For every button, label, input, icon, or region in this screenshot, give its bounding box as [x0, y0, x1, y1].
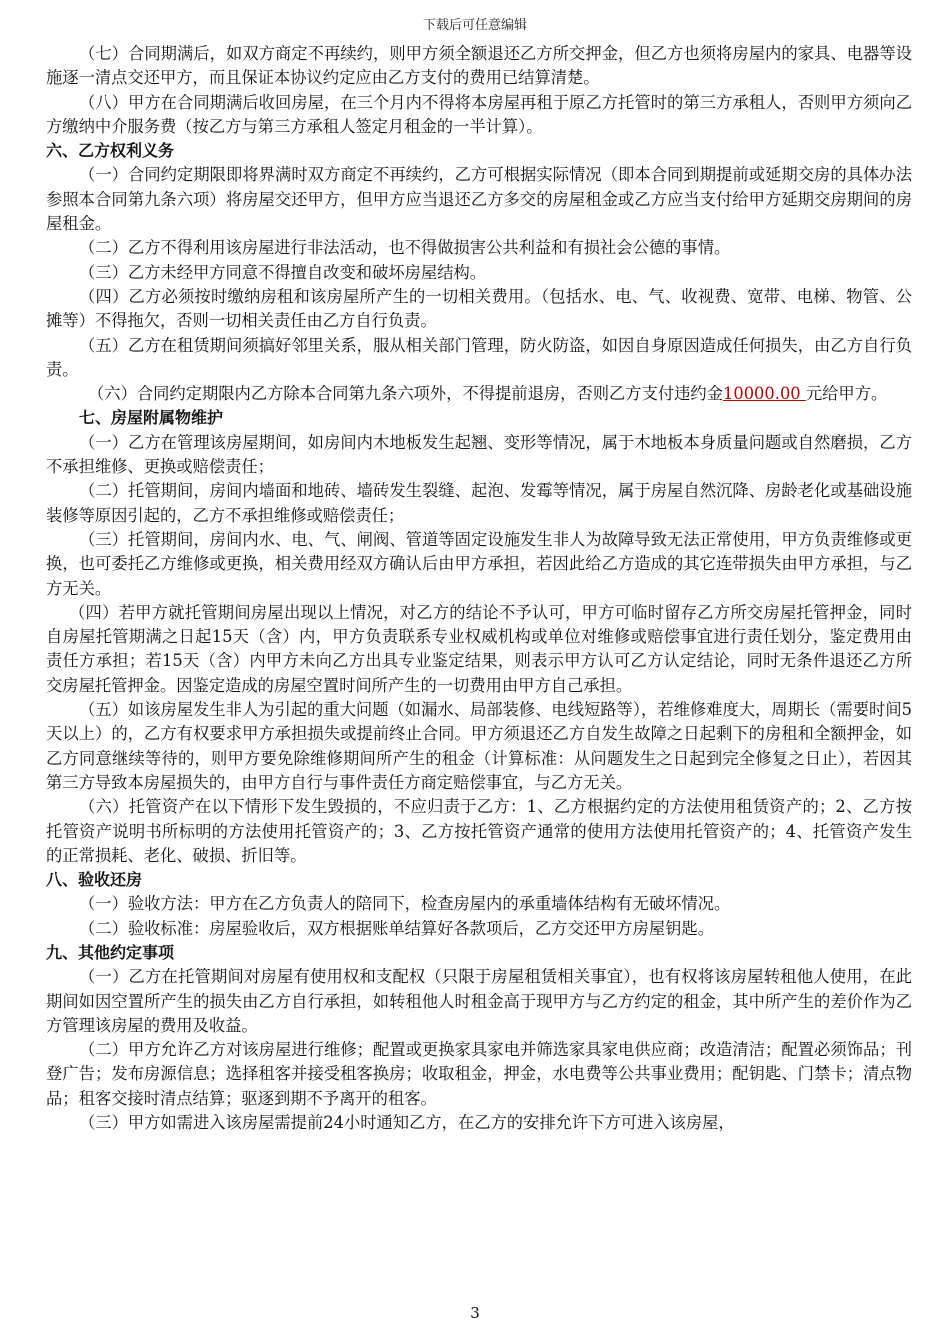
document-body: [46, 42, 912, 1135]
clause-paragraph: （五）乙方在租赁期间须搞好邻里关系，服从相关部门管理，防火防盗，如因自身原因造成任何损失，由乙方自行负责。: [46, 335, 912, 379]
clause-paragraph: （三）甲方如需进入该房屋需提前24小时通知乙方，在乙方的安排允许下方可进入该房屋，: [79, 1113, 735, 1133]
clause-paragraph: （二）甲方允许乙方对该房屋进行维修；配置或更换家具家电并筛选家具家电供应商；改造清洁；配置必须饰品；刊登广告；发布房源信息；选择租客并接受租客换房；收取租金，押金，水电费等公共事业费用；配钥匙、门禁卡；清点物品；租客交接时清点结算；驱逐到期不予离开的租客。: [46, 1040, 912, 1108]
section-heading: 七、房屋附属物维护: [79, 408, 224, 428]
page-header: 下载后可任意编辑: [422, 18, 527, 33]
clause-paragraph: （一）验收方法：甲方在乙方负责人的陪同下，检查房屋内的承重墙体结构有无破坏情况。: [79, 894, 731, 914]
section-heading: 九、其他约定事项: [46, 942, 175, 962]
penalty-amount: 10000.00: [722, 384, 806, 404]
penalty-clause-suffix: 元给甲方。: [805, 384, 888, 404]
clause-paragraph: （二）乙方不得利用该房屋进行非法活动，也不得做损害公共利益和有损社会公德的事情。: [79, 238, 731, 258]
clause-paragraph: （一）合同约定期限即将界满时双方商定不再续约，乙方可根据实际情况（即本合同到期提前或延期交房的具体办法参照本合同第九条六项）将房屋交还甲方，但甲方应当退还乙方多交的房屋租金或乙方应当支付给甲方延期交房期间的房屋租金。: [46, 165, 912, 234]
penalty-clause: [46, 382, 912, 406]
section-heading: 六、乙方权利义务: [46, 141, 175, 161]
clause-paragraph: （三）托管期间，房间内水、电、气、闸阀、管道等固定设施发生非人为故障导致无法正常使用，甲方负责维修或更换，也可委托乙方维修或更换，相关费用经双方确认后由甲方承担，若因此给乙方造成的其它连带损失由甲方承担，与乙方无关。: [46, 529, 912, 598]
clause-paragraph: （六）托管资产在以下情形下发生毁损的，不应归责于乙方：1、乙方根据约定的方法使用租赁资产的；2、乙方按托管资产说明书所标明的方法使用托管资产的；3、乙方按托管资产通常的使用方法使用托管资产的；4、托管资产发生的正常损耗、老化、破损、折旧等。: [46, 797, 912, 865]
section-heading: 八、验收还房: [46, 870, 143, 890]
clause-paragraph: （三）乙方未经甲方同意不得擅自改变和破坏房屋结构。: [79, 262, 487, 282]
clause-paragraph: （二）验收标准：房屋验收后，双方根据账单结算好各款项后，乙方交还甲方房屋钥匙。: [79, 918, 714, 938]
page-number: 3: [470, 1304, 480, 1322]
clause-paragraph: （八）甲方在合同期满后收回房屋，在三个月内不得将本房屋再租于原乙方托管时的第三方承租人，否则甲方须向乙方缴纳中介服务费（按乙方与第三方承租人签定月租金的一半计算）。: [46, 92, 912, 136]
clause-paragraph: （五）如该房屋发生非人为引起的重大问题（如漏水、局部装修、电线短路等），若维修难度大，周期长（需要时间5天以上）的，乙方有权要求甲方承担损失或提前终止合同。甲方须退还乙方自发生故障之日起剩下的房租和全额押金，如乙方同意继续等待的，则甲方要免除维修期间所产生的租金（计算标准：从问题发生之日起到完全修复之日止），若因其第三方导致本房屋损失的，由甲方自行与事件责任方商定赔偿事宜，与乙方无关。: [46, 700, 912, 792]
clause-paragraph: （一）乙方在管理该房屋期间，如房间内木地板发生起翘、变形等情况，属于木地板本身质量问题或自然磨损，乙方不承担维修、更换或赔偿责任；: [46, 432, 912, 477]
clause-paragraph: （七）合同期满后，如双方商定不再续约，则甲方须全额退还乙方所交押金，但乙方也须将房屋内的家具、电器等设施逐一清点交还甲方，而且保证本协议约定应由乙方支付的费用已结算清楚。: [46, 44, 912, 88]
clause-paragraph: （二）托管期间，房间内墙面和地砖、墙砖发生裂缝、起泡、发霉等情况，属于房屋自然沉降、房龄老化或基础设施装修等原因引起的，乙方不承担维修或赔偿责任；: [46, 481, 912, 525]
penalty-clause-text: （六）合同约定期限内乙方除本合同第九条六项外，不得提前退房，否则乙方支付违约金: [88, 384, 723, 404]
clause-paragraph: （一）乙方在托管期间对房屋有使用权和支配权（只限于房屋租赁相关事宜），也有权将该房屋转租他人使用，在此期间如因空置所产生的损失由乙方自行承担，如转租他人时租金高于现甲方与乙方约定的租金，其中所产生的差价作为乙方管理该房屋的费用及收益。: [46, 967, 912, 1035]
clause-paragraph: （四）若甲方就托管期间房屋出现以上情况，对乙方的结论不予认可，甲方可临时留存乙方所交房屋托管押金，同时自房屋托管期满之日起15天（含）内，甲方负责联系专业权威机构或单位对维修或赔偿事宜进行责任划分，鉴定费用由责任方承担；若15天（含）内甲方未向乙方出具专业鉴定结果，则表示甲方认可乙方认定结论，同时无条件退还乙方所交房屋托管押金。因鉴定造成的房屋空置时间所产生的一切费用由甲方自己承担。: [46, 602, 912, 695]
clause-paragraph: （四）乙方必须按时缴纳房租和该房屋所产生的一切相关费用。（包括水、电、气、收视费、宽带、电梯、物管、公摊等）不得拖欠，否则一切相关责任由乙方自行负责。: [46, 286, 912, 331]
